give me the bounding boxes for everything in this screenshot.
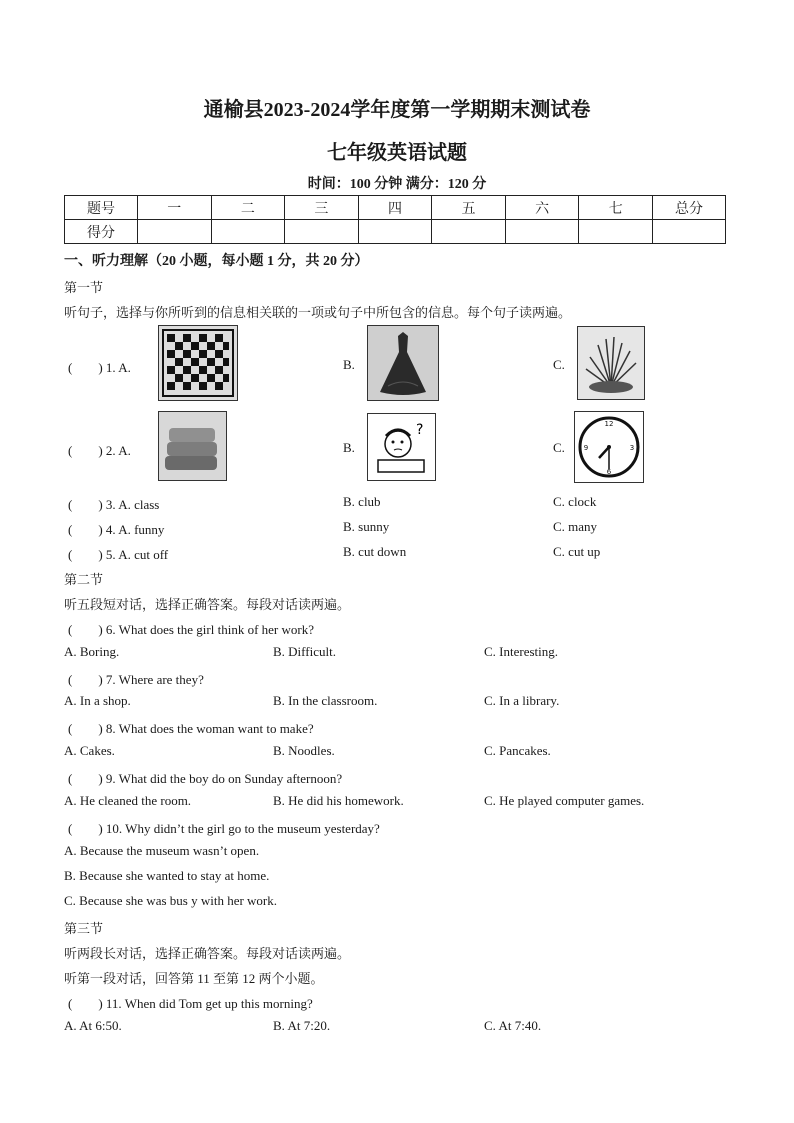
svg-text:?: ? — [416, 422, 424, 438]
q2-option-b: B. — [343, 440, 355, 455]
score-table-header-row — [65, 196, 726, 220]
q3-option-c: C. clock — [553, 494, 597, 509]
q7-option-c: C. In a library. — [484, 693, 560, 708]
score-cell: 六 — [505, 196, 579, 220]
q10-question: ( ) 10. Why didn’t the girl go to the museum yesterday? — [68, 821, 380, 836]
section1-instruction: 听句子，选择与你所听到的信息相关联的一项或句子中所包含的信息。每个句子读两遍。 — [64, 305, 572, 320]
exam-title: 通榆县2023-2024学年度第一学期期末测试卷 — [203, 99, 591, 121]
q11-option-b: B. At 7:20. — [273, 1018, 331, 1033]
section3-sub-instruction: 听第一段对话，回答第 11 至第 12 两个小题。 — [64, 971, 324, 986]
score-table — [64, 195, 726, 244]
section3-title: 第三节 — [64, 921, 104, 936]
score-cell: 得分 — [65, 220, 138, 244]
exam-time-score: 时间：100 分钟 满分：120 分 — [307, 177, 487, 192]
score-input-cell[interactable] — [358, 220, 432, 244]
score-input-cell[interactable] — [505, 220, 579, 244]
q8-question: ( ) 8. What does the woman want to make? — [68, 721, 314, 736]
dress-icon[interactable] — [367, 325, 439, 401]
q7-option-a: A. In a shop. — [64, 693, 131, 708]
q4-option-c: C. many — [553, 519, 598, 534]
exam-subtitle: 七年级英语试题 — [327, 142, 467, 164]
wall-clock-icon[interactable] — [574, 411, 644, 483]
q3-label: ( ) 3. A. class — [68, 497, 160, 512]
score-cell: 一 — [138, 196, 212, 220]
score-input-cell[interactable] — [138, 220, 212, 244]
score-cell: 四 — [358, 196, 432, 220]
q6-question: ( ) 6. What does the girl think of her work? — [68, 622, 314, 637]
score-cell: 五 — [432, 196, 506, 220]
q5-option-c: C. cut up — [553, 544, 601, 559]
score-cell: 七 — [579, 196, 653, 220]
chessboard-icon[interactable] — [158, 325, 238, 401]
score-input-cell[interactable] — [579, 220, 653, 244]
score-cell: 二 — [211, 196, 285, 220]
score-input-cell[interactable] — [211, 220, 285, 244]
q8-option-a: A. Cakes. — [64, 743, 115, 758]
q9-option-c: C. He played computer games. — [484, 793, 645, 808]
thinking-boy-icon[interactable] — [367, 413, 436, 481]
q8-option-c: C. Pancakes. — [484, 743, 551, 758]
score-table-score-row — [65, 220, 726, 244]
q9-option-a: A. He cleaned the room. — [64, 793, 192, 808]
q11-option-a: A. At 6:50. — [64, 1018, 122, 1033]
section1-title: 第一节 — [64, 280, 104, 295]
q11-question: ( ) 11. When did Tom get up this morning? — [68, 996, 313, 1011]
score-input-cell[interactable] — [285, 220, 359, 244]
svg-text:9: 9 — [583, 444, 589, 452]
q7-option-b: B. In the classroom. — [273, 693, 378, 708]
q10-option-c: C. Because she was bus y with her work. — [64, 893, 278, 908]
q6-option-b: B. Difficult. — [273, 644, 336, 659]
score-cell: 总分 — [653, 196, 726, 220]
q10-option-a: A. Because the museum wasn’t open. — [64, 843, 260, 858]
q5-option-b: B. cut down — [343, 544, 407, 559]
q2-option-c: C. — [553, 440, 565, 455]
section2-instruction: 听五段短对话，选择正确答案。每段对话读两遍。 — [64, 597, 351, 612]
svg-text:6: 6 — [606, 468, 612, 476]
section2-title: 第二节 — [64, 572, 104, 587]
score-input-cell[interactable] — [653, 220, 726, 244]
q9-option-b: B. He did his homework. — [273, 793, 404, 808]
q4-label: ( ) 4. A. funny — [68, 522, 165, 537]
score-cell: 三 — [285, 196, 359, 220]
q9-question: ( ) 9. What did the boy do on Sunday afternoon? — [68, 771, 343, 786]
grass-plant-icon[interactable] — [577, 326, 645, 400]
q10-option-b: B. Because she wanted to stay at home. — [64, 868, 270, 883]
q1-label: ( ) 1. A. — [68, 360, 131, 375]
svg-text:3: 3 — [629, 444, 635, 452]
q2-label: ( ) 2. A. — [68, 443, 131, 458]
section3-instruction: 听两段长对话，选择正确答案。每段对话读两遍。 — [64, 946, 351, 961]
svg-text:12: 12 — [604, 420, 614, 428]
part1-heading: 一、听力理解（20 小题，每小题 1 分，共 20 分） — [64, 254, 369, 269]
score-cell: 题号 — [65, 196, 138, 220]
q6-option-c: C. Interesting. — [484, 644, 559, 659]
folded-quilt-icon[interactable] — [158, 411, 227, 481]
q8-option-b: B. Noodles. — [273, 743, 335, 758]
q5-label: ( ) 5. A. cut off — [68, 547, 169, 562]
q4-option-b: B. sunny — [343, 519, 390, 534]
q6-option-a: A. Boring. — [64, 644, 120, 659]
q7-question: ( ) 7. Where are they? — [68, 672, 204, 687]
q1-option-b: B. — [343, 357, 355, 372]
score-input-cell[interactable] — [432, 220, 506, 244]
q1-option-c: C. — [553, 357, 565, 372]
q11-option-c: C. At 7:40. — [484, 1018, 542, 1033]
q3-option-b: B. club — [343, 494, 381, 509]
